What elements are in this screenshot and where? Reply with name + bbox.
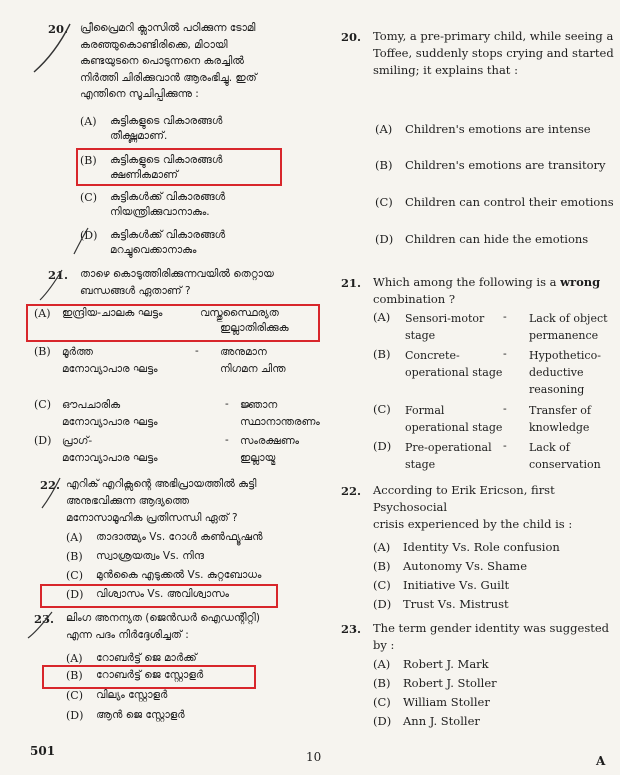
option-d[interactable]: (D) xyxy=(34,434,52,447)
option-b[interactable]: (B) xyxy=(375,158,393,172)
question-text: എറിക് എറിക്സന്റെ അഭിപ്രായത്തിൽ കുട്ടി അനുഭവിക്കുന്ന ആദ്യത്തെ മനോസാമൂഹിക പ്രതിസന്ധി ഏത് ? xyxy=(66,478,257,524)
option-a[interactable]: (A) xyxy=(66,531,83,544)
option-b[interactable]: (B) xyxy=(66,550,83,563)
question-text: Which among the following is a wrong combination ? xyxy=(373,275,601,306)
option-c[interactable]: (C) xyxy=(373,695,391,709)
option-text: Robert J. Mark xyxy=(403,657,489,671)
option-text: റോബർട്ട് ജെ മാർക്ക് xyxy=(96,652,197,664)
question-number: 21. xyxy=(48,268,69,282)
option-b[interactable]: (B) xyxy=(80,154,97,167)
option-a[interactable]: (A) xyxy=(80,115,97,128)
option-trait: ജ്ഞാന സ്ഥാനാന്തരണം xyxy=(240,399,320,428)
option-a[interactable]: (A) xyxy=(34,307,51,320)
option-d[interactable]: (D) xyxy=(375,232,394,246)
option-text: Initiative Vs. Guilt xyxy=(403,578,510,592)
option-stage: Concrete- operational stage xyxy=(405,349,503,379)
option-c[interactable]: (C) xyxy=(66,689,83,702)
option-trait: Hypothetico- deductive reasoning xyxy=(529,349,601,396)
option-stage: മൂർത്ത മനോവ്യാപാര ഘട്ടം xyxy=(62,346,158,375)
question-text: Tomy, a pre-primary child, while seeing a Toffee, suddenly stops crying and started smiling; it explains that : xyxy=(373,29,614,77)
exam-page: 20. പ്രീപ്രൈമറി ക്ലാസിൽ പഠിക്കുന്ന ടോമി കരഞ്ഞുകൊണ്ടിരിക്കെ, മിഠായി കണ്ടയുടനെ പൊടുന്നനെ കരച്ചിൽ നിർത്തി ചിരിക്കുവാൻ ആരംഭിച്ചു. ഇത് എന്തിനെ സൂചിപ്പിക്കുന്നു : (A) കുട്ടികളുടെ വികാരങ്ങൾ തീക്ഷ്ണമാണ്. (B) കുട്ടികളുടെ വികാരങ്ങൾ ക്ഷണികമാണ് (C) കുട്ടികൾക്ക് വികാരങ്ങൾ നിയന്ത്രിക്കുവാനാകും. (D) കുട്ടികൾക്ക് വികാരങ്ങൾ മറച്ചുവെക്കാനാകും 21. താഴെ കൊടുത്തിരിക്കുന്നവയിൽ തെറ്റായ ബന്ധങ്ങൾ ഏതാണ് ? (A) ഇന്ദ്രിയ-ചാലക ഘട്ടം വസ്തുസ്ഥൈര്യത ഇല്ലാതിരിക്കുക (B) മൂർത്ത മനോവ്യാപാര ഘട്ടം - അനുമാന നിഗമന ചിന്ത (C) ഔപചാരിക മനോവ്യാപാര ഘട്ടം - ജ്ഞാന സ്ഥാനാന്തരണം (D) പ്രാഗ്- മനോവ്യാപാര ഘട്ടം - സംരക്ഷണം ഇല്ലായ്മ 22. എറിക് എറിക്സന്റെ അഭിപ്രായത്തിൽ കുട്ടി അനുഭവിക്കുന്ന ആദ്യത്തെ മനോസാമൂഹിക പ്രതിസന്ധി ഏത് ? (A) താദാത്മ്യം Vs. റോൾ കൺഫ്യൂഷൻ (B) സ്വാശ്രയത്വം Vs. നിന്ദ (C) മുൻകൈ എടുക്കൽ Vs. കുറ്റബോധം (D) വിശ്വാസം Vs. അവിശ്വാസം 23. ലിംഗ അനന്യത (ജെൻഡർ ഐഡന്റിറ്റി) എന്ന പദം നിർദ്ദേശിച്ചത് : (A) റോബർട്ട് ജെ മാർക്ക് (B) റോബർട്ട് ജെ സ്റ്റോളർ (C) വില്യം സ്റ്റോളർ (D) ആൻ ജെ സ്റ്റോളർ 20. Tomy, a pre-primary child, while seeing a Toffee, suddenly stops crying and started smiling; it explains that : (A) Children's emotions are intense (B) Children's emotions are transitory (C) Children can control their emotions (D) Children can hide the emotions 21. Which among the following is a wrong combination ? (A) Sensori-motor stage - Lack of object permanence (B) Concrete- operational stage - Hypothetico- deductive reasoning (C) Formal operational stage - Transfer of knowledge (D) Pre-operational stage - Lack of conservation 22. According to Erik Ericson, first Psychosocial crisis experienced by the child is : (A) Identity Vs. Role confusion (B) Autonomy Vs. Shame (C) Initiative Vs. Guilt (D) Trust Vs. Mistrust 23. The term gender identity was suggested by : (A) Robert J. Mark (B) Robert J. Stoller (C) William Stoller (D) Ann J. Stoller 501 10 A xyxy=(0,0,620,775)
option-c[interactable]: (C) xyxy=(375,195,393,209)
question-number: 21. xyxy=(341,276,362,290)
question-number: 23. xyxy=(341,622,362,636)
option-c[interactable]: (C) xyxy=(373,578,391,592)
option-trait: വസ്തുസ്ഥൈര്യത ഇല്ലാതിരിക്കുക xyxy=(200,307,289,334)
option-text: കുട്ടികളുടെ വികാരങ്ങൾ തീക്ഷ്ണമാണ്. xyxy=(110,115,223,142)
paper-code: 501 xyxy=(30,744,56,758)
option-trait: Transfer of knowledge xyxy=(529,404,591,434)
option-trait: Lack of conservation xyxy=(529,441,601,471)
option-c[interactable]: (C) xyxy=(34,398,51,411)
option-text: William Stoller xyxy=(403,695,490,709)
option-text: കുട്ടികൾക്ക് വികാരങ്ങൾ നിയന്ത്രിക്കുവാനാകും. xyxy=(110,191,226,218)
option-a[interactable]: (A) xyxy=(373,540,391,554)
option-a[interactable]: (A) xyxy=(375,122,393,136)
option-d[interactable]: (D) xyxy=(373,597,392,611)
option-stage: Formal operational stage xyxy=(405,404,503,434)
question-number: 23. xyxy=(34,612,55,626)
option-text: Children can control their emotions xyxy=(405,195,614,209)
option-text: മുൻകൈ എടുക്കൽ Vs. കുറ്റബോധം xyxy=(96,569,262,581)
option-text: സ്വാശ്രയത്വം Vs. നിന്ദ xyxy=(96,550,204,562)
series-label: A xyxy=(596,754,606,768)
option-a[interactable]: (A) xyxy=(66,652,83,665)
option-text: താദാത്മ്യം Vs. റോൾ കൺഫ്യൂഷൻ xyxy=(96,531,263,543)
option-c[interactable]: (C) xyxy=(66,569,83,582)
question-text: താഴെ കൊടുത്തിരിക്കുന്നവയിൽ തെറ്റായ ബന്ധങ്ങൾ ഏതാണ് ? xyxy=(80,268,274,297)
option-b[interactable]: (B) xyxy=(66,669,83,682)
option-text: Children's emotions are transitory xyxy=(405,158,606,172)
question-text: According to Erik Ericson, first Psychosocial crisis experienced by the child is : xyxy=(373,483,573,531)
option-d[interactable]: (D) xyxy=(66,709,84,722)
question-text: The term gender identity was suggested by : xyxy=(373,621,610,652)
option-c[interactable]: (C) xyxy=(373,402,391,416)
option-trait: സംരക്ഷണം ഇല്ലായ്മ xyxy=(240,435,300,464)
page-number: 10 xyxy=(306,750,322,764)
question-number: 20. xyxy=(341,30,362,44)
question-number: 20. xyxy=(48,22,69,36)
option-b[interactable]: (B) xyxy=(34,345,51,358)
option-d[interactable]: (D) xyxy=(373,439,392,453)
option-text: കുട്ടികളുടെ വികാരങ്ങൾ ക്ഷണികമാണ് xyxy=(110,154,223,181)
question-text: പ്രീപ്രൈമറി ക്ലാസിൽ പഠിക്കുന്ന ടോമി കരഞ്ഞുകൊണ്ടിരിക്കെ, മിഠായി കണ്ടയുടനെ പൊടുന്നനെ കരച്ചിൽ നിർത്തി ചിരിക്കുവാൻ ആരംഭിച്ചു. ഇത് എന്തിനെ സൂചിപ്പിക്കുന്നു : xyxy=(80,22,257,100)
question-number: 22. xyxy=(40,478,61,492)
option-stage: Sensori-motor stage xyxy=(405,312,485,342)
option-d[interactable]: (D) xyxy=(66,588,84,601)
option-trait: അനുമാന നിഗമന ചിന്ത xyxy=(220,346,286,375)
option-text: വില്യം സ്റ്റോളർ xyxy=(96,689,168,701)
option-stage: ഇന്ദ്രിയ-ചാലക ഘട്ടം xyxy=(62,307,163,319)
option-text: Trust Vs. Mistrust xyxy=(403,597,509,611)
option-trait: Lack of object permanence xyxy=(529,312,608,342)
option-b[interactable]: (B) xyxy=(373,347,391,361)
option-stage: Pre-operational stage xyxy=(405,441,492,471)
option-d[interactable]: (D) xyxy=(373,714,392,728)
option-text: Children can hide the emotions xyxy=(405,232,589,246)
option-text: റോബർട്ട് ജെ സ്റ്റോളർ xyxy=(96,669,204,681)
option-a[interactable]: (A) xyxy=(373,657,391,671)
option-a[interactable]: (A) xyxy=(373,310,391,324)
option-text: കുട്ടികൾക്ക് വികാരങ്ങൾ മറച്ചുവെക്കാനാകും xyxy=(110,229,226,256)
question-text: ലിംഗ അനന്യത (ജെൻഡർ ഐഡന്റിറ്റി) എന്ന പദം നിർദ്ദേശിച്ചത് : xyxy=(66,612,260,641)
option-text: Ann J. Stoller xyxy=(403,714,480,728)
option-text: Identity Vs. Role confusion xyxy=(403,540,560,554)
option-text: Robert J. Stoller xyxy=(403,676,497,690)
option-text: Children's emotions are intense xyxy=(405,122,591,136)
option-d[interactable]: (D) xyxy=(80,229,98,242)
option-text: ആൻ ജെ സ്റ്റോളർ xyxy=(96,709,185,721)
option-stage: പ്രാഗ്- മനോവ്യാപാര ഘട്ടം xyxy=(62,435,158,464)
option-b[interactable]: (B) xyxy=(373,676,391,690)
option-stage: ഔപചാരിക മനോവ്യാപാര ഘട്ടം xyxy=(62,399,158,428)
option-b[interactable]: (B) xyxy=(373,559,391,573)
option-text: Autonomy Vs. Shame xyxy=(403,559,528,573)
option-text: വിശ്വാസം Vs. അവിശ്വാസം xyxy=(96,588,230,600)
question-number: 22. xyxy=(341,484,362,498)
option-c[interactable]: (C) xyxy=(80,191,97,204)
